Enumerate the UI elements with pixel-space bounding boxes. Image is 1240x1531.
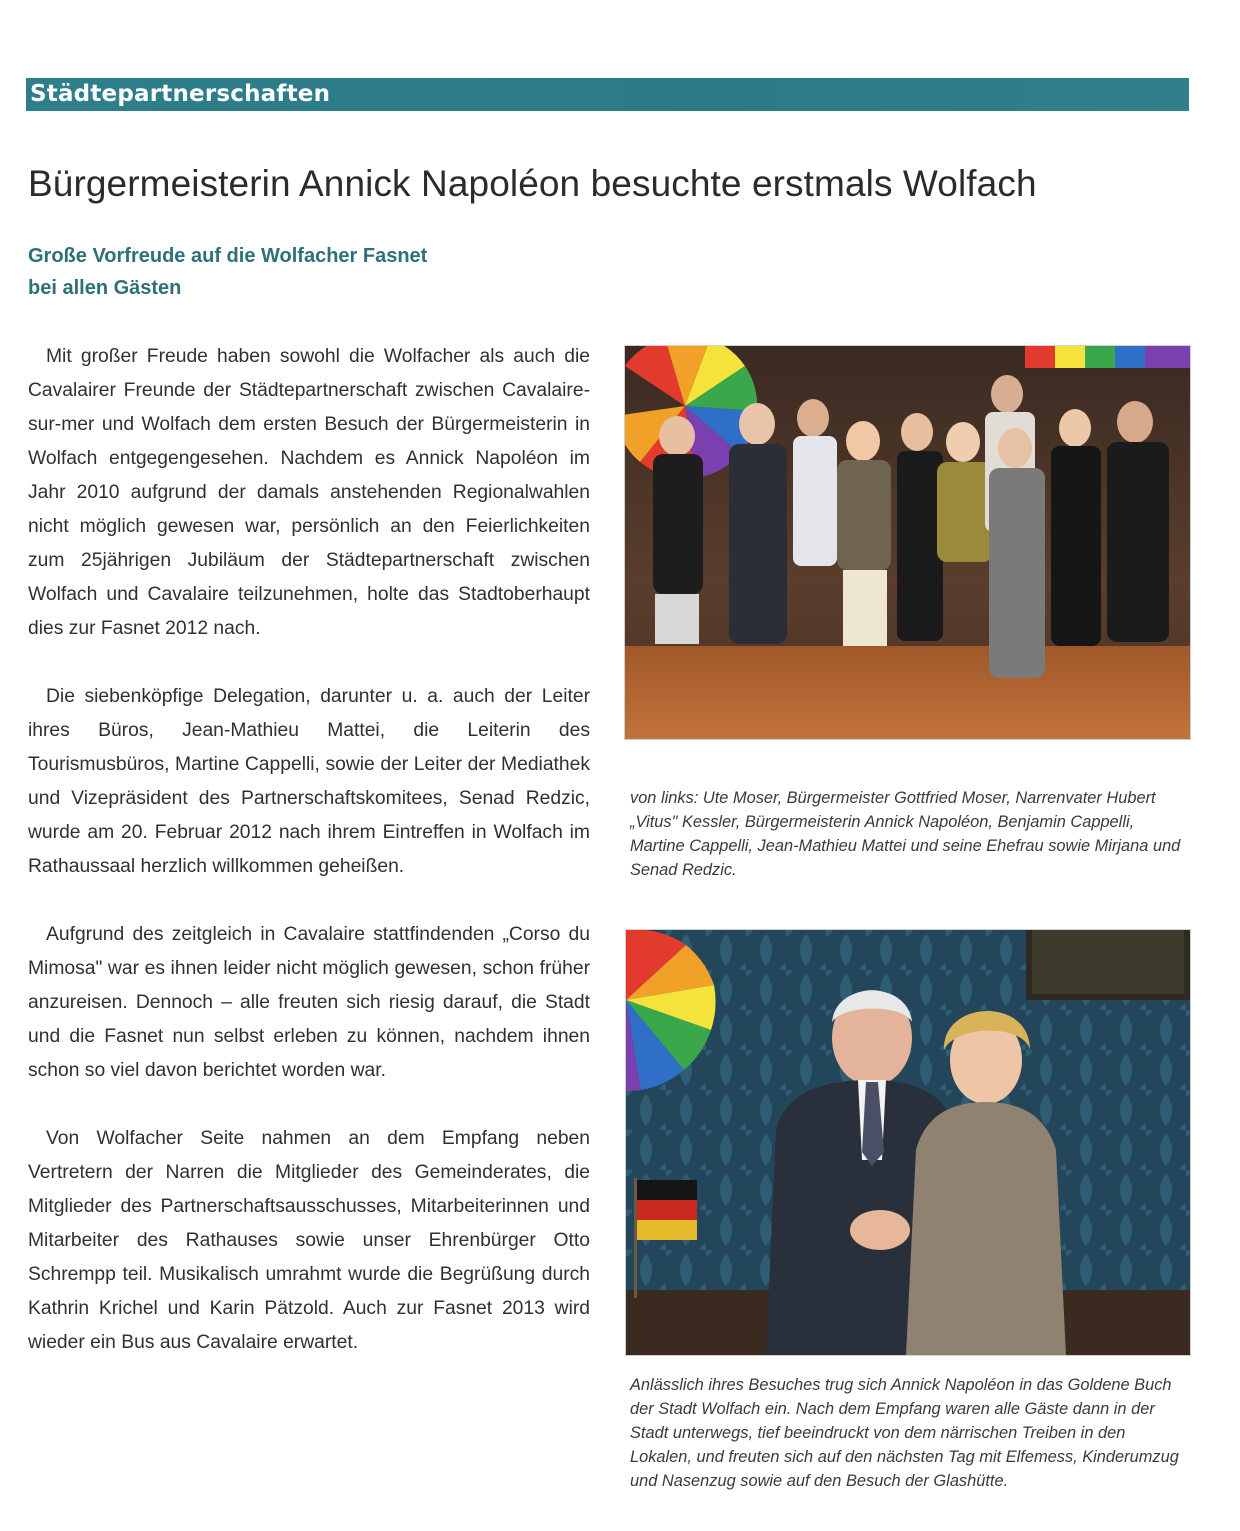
group-photo-caption: von links: Ute Moser, Bürgermeister Gottfried Moser, Narrenvater Hubert „Vitus" Kessler, Bürgermeisterin Annick Napoléon, Benjamin Cappelli, Martine Cappelli, Jean-Mathieu Mattei und seine Ehefrau sowie Mirjana und Senad Redzic. xyxy=(630,789,1181,879)
body-paragraph-2: Die siebenköpfige Delegation, darunter u. a. auch der Leiter ihres Büros, Jean-Mathieu Mattei, die Leiterin des Tourismusbüros, Martine Cappelli, sowie der Leiter der Mediathek und Vizepräsident des Partnerschaftskomitees, Senad Redzic, wurde am 20. Februar 2012 nach ihrem Eintreffen in Wolfach im Rathaussaal herzlich willkommen geheißen. xyxy=(28,686,590,877)
body-paragraph-4: Von Wolfacher Seite nahmen an dem Empfang neben Vertretern der Narren die Mitglieder des Gemeinderates, die Mitglieder des Partnerschaftsausschusses, Mitarbeiterinnen und Mitarbeiter des Rathauses sowie unser Ehrenbürger Otto Schrempp teil. Musikalisch umrahmt wurde die Begrüßung durch Kathrin Krichel und Karin Pätzold. Auch zur Fasnet 2013 wird wieder ein Bus aus Cavalaire erwartet. xyxy=(28,1128,590,1353)
subhead-line-2: bei allen Gästen xyxy=(28,277,182,299)
handshake-photo xyxy=(626,930,1190,1355)
body-paragraph-1: Mit großer Freude haben sowohl die Wolfacher als auch die Cavalairer Freunde der Städtepartnerschaft zwischen Cavalaire-sur-mer und Wolfach dem ersten Besuch der Bürgermeisterin in Wolfach entgegengesehen. Nachdem es Annick Napoléon im Jahr 2010 aufgrund der damals anstehenden Regionalwahlen nicht möglich gewesen war, persönlich an den Feierlichkeiten zum 25jährigen Jubiläum der Städtepartnerschaft zwischen Wolfach und Cavalaire teilzunehmen, holte das Stadtoberhaupt dies zur Fasnet 2012 nach. xyxy=(28,346,590,639)
article-headline: Bürgermeisterin Annick Napoléon besuchte erstmals Wolfach xyxy=(28,163,1037,204)
handshake-photo-caption: Anlässlich ihres Besuches trug sich Annick Napoléon in das Goldene Buch der Stadt Wolfach ein. Nach dem Empfang waren alle Gäste dann in der Stadt unterwegs, tief beeindruckt von dem närrischen Treiben in den Lokalen, und freuten sich auf den nächsten Tag mit Elfemess, Kinderumzug und Nasenzug sowie auf den Besuch der Glashütte. xyxy=(630,1376,1179,1490)
article-body xyxy=(28,340,590,1394)
section-header-bar xyxy=(26,78,1189,111)
group-photo xyxy=(625,346,1190,739)
section-label: Städtepartnerschaften xyxy=(30,81,331,107)
article-subhead xyxy=(28,240,548,304)
body-paragraph-3: Aufgrund des zeitgleich in Cavalaire stattfindenden „Corso du Mimosa" war es ihnen leider nicht möglich gewesen, schon früher anzureisen. Dennoch – alle freuten sich riesig darauf, die Stadt und die Fasnet nun selbst erleben zu können, nachdem ihnen schon so viel davon berichtet worden war. xyxy=(28,924,590,1081)
subhead-line-1: Große Vorfreude auf die Wolfacher Fasnet xyxy=(28,245,428,267)
